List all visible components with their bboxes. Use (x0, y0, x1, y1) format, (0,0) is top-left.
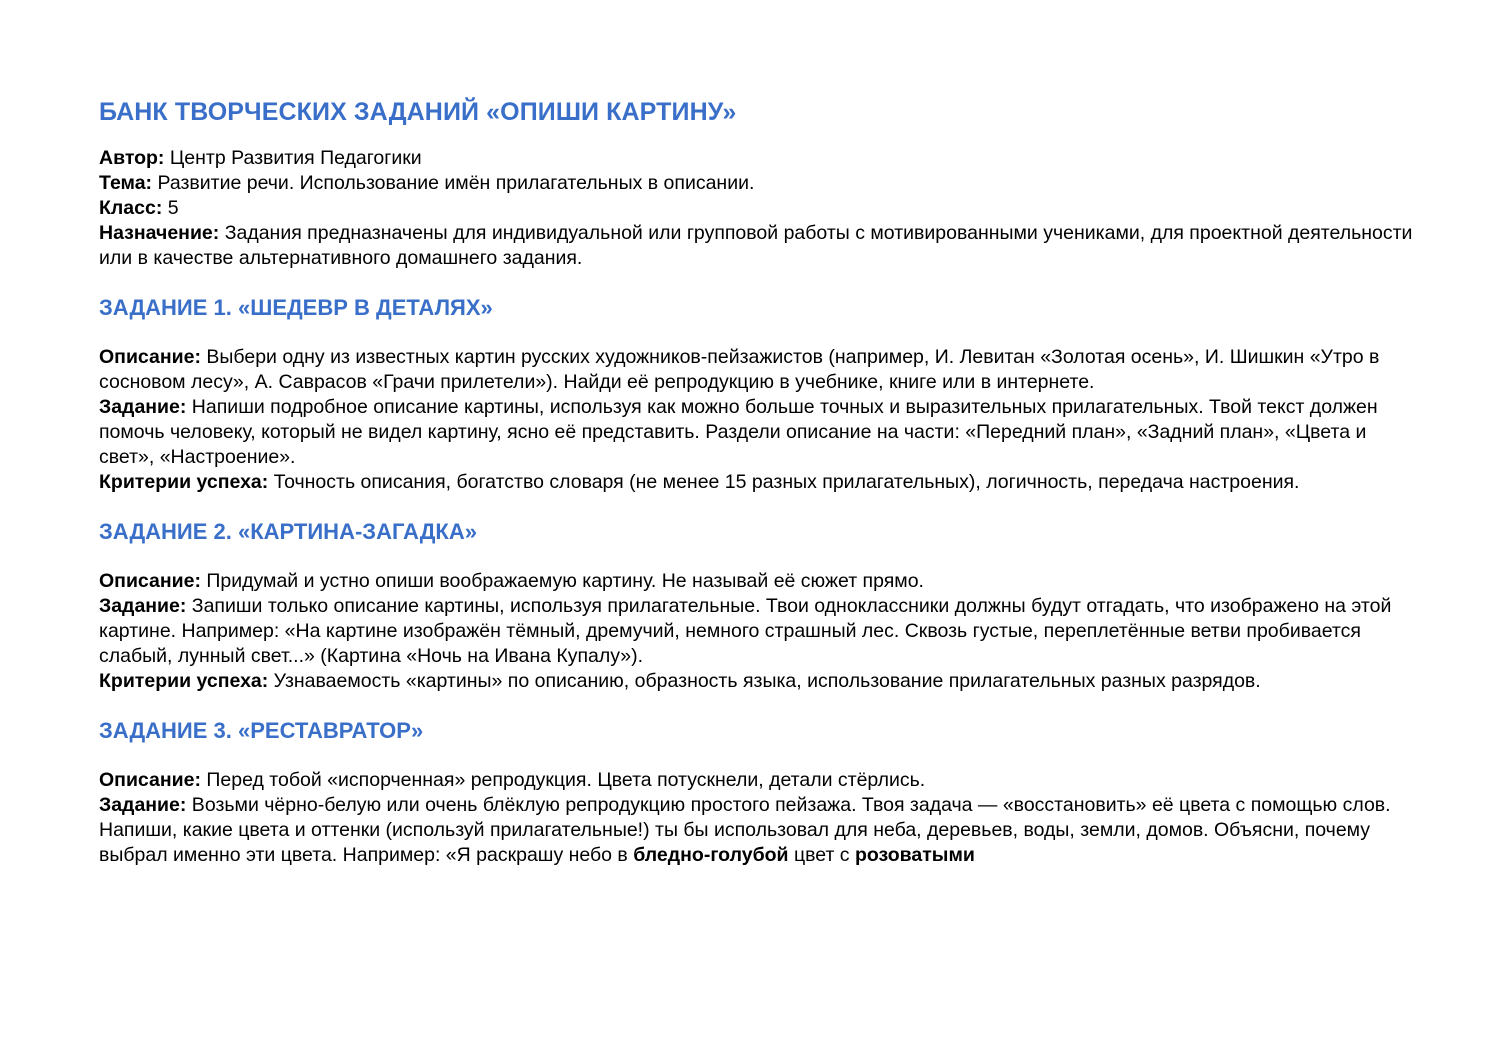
task-2-body (99, 569, 1419, 694)
assignment-text: Запиши только описание картины, используя прилагательные. Твои одноклассники должны будут отгадать, что изображено на этой картине. Например: «На картине изображён тёмный, дремучий, немного страшный лес. Сквозь густые, переплетённые ветви пробивается слабый, лунный свет...» (Картина «Ночь на Ивана Купалу»). (99, 595, 1392, 667)
task-2-criteria (99, 669, 1419, 694)
topic-value: Развитие речи. Использование имён прилагательных в описании. (152, 172, 755, 194)
assignment-text-mid: цвет с (788, 844, 855, 866)
purpose-value: Задания предназначены для индивидуальной или групповой работы с мотивированными учениками, для проектной деятельности или в качестве альтернативного домашнего задания. (99, 222, 1413, 269)
task-3-body (99, 768, 1419, 868)
assignment-text: Возьми чёрно-белую или очень блёклую репродукцию простого пейзажа. Твоя задача — «восстановить» её цвета с помощью слов. Напиши, какие цвета и оттенки (используй прилагательные!) ты бы использовал для неба, деревьев, воды, земли, домов. Объясни, почему выбрал именно эти цвета. Например: «Я раскрашу небо в (99, 794, 1391, 866)
meta-purpose (99, 221, 1419, 271)
assignment-emphasis-1: бледно-голубой (633, 844, 789, 866)
grade-label: Класс: (99, 197, 163, 219)
description-label: Описание: (99, 346, 201, 368)
task-1-heading: ЗАДАНИЕ 1. «ШЕДЕВР В ДЕТАЛЯХ» (99, 295, 493, 320)
description-text: Перед тобой «испорченная» репродукция. Цвета потускнели, детали стёрлись. (200, 769, 926, 791)
description-text: Придумай и устно опиши воображаемую картину. Не называй её сюжет прямо. (200, 570, 924, 592)
task-3-assignment (99, 793, 1419, 868)
author-label: Автор: (99, 147, 165, 169)
task-1-assignment (99, 395, 1419, 470)
task-1-criteria (99, 470, 1419, 495)
task-1-description (99, 345, 1419, 395)
task-1-body (99, 345, 1419, 495)
meta-author (99, 146, 1419, 171)
criteria-label: Критерии успеха: (99, 471, 269, 493)
description-label: Описание: (99, 570, 201, 592)
description-text: Выбери одну из известных картин русских художников-пейзажистов (например, И. Левитан «Золотая осень», И. Шишкин «Утро в сосновом лесу», А. Саврасов «Грачи прилетели»). Найди её репродукцию в учебнике, книге или в интернете. (99, 346, 1380, 393)
document-content (99, 93, 1419, 868)
task-2-description (99, 569, 1419, 594)
criteria-label: Критерии успеха: (99, 670, 269, 692)
topic-label: Тема: (99, 172, 153, 194)
purpose-label: Назначение: (99, 222, 220, 244)
meta-grade (99, 196, 1419, 221)
task-2-assignment (99, 594, 1419, 669)
meta-block (99, 146, 1419, 271)
grade-value: 5 (162, 197, 179, 219)
assignment-label: Задание: (99, 396, 187, 418)
description-label: Описание: (99, 769, 201, 791)
assignment-label: Задание: (99, 794, 187, 816)
task-3-heading: ЗАДАНИЕ 3. «РЕСТАВРАТОР» (99, 718, 424, 743)
task-2-heading: ЗАДАНИЕ 2. «КАРТИНА-ЗАГАДКА» (99, 519, 477, 544)
author-value: Центр Развития Педагогики (164, 147, 422, 169)
criteria-text: Точность описания, богатство словаря (не менее 15 разных прилагательных), логичность, передача настроения. (268, 471, 1300, 493)
document-title: БАНК ТВОРЧЕСКИХ ЗАДАНИЙ «ОПИШИ КАРТИНУ» (99, 98, 737, 126)
meta-topic (99, 171, 1419, 196)
assignment-text: Напиши подробное описание картины, используя как можно больше точных и выразительных прилагательных. Твой текст должен помочь человеку, который не видел картину, ясно её представить. Раздели описание на части: «Передний план», «Задний план», «Цвета и свет», «Настроение». (99, 396, 1378, 468)
task-3-description (99, 768, 1419, 793)
assignment-emphasis-2: розоватыми (854, 844, 975, 866)
assignment-label: Задание: (99, 595, 187, 617)
criteria-text: Узнаваемость «картины» по описанию, образность языка, использование прилагательных разных разрядов. (268, 670, 1261, 692)
